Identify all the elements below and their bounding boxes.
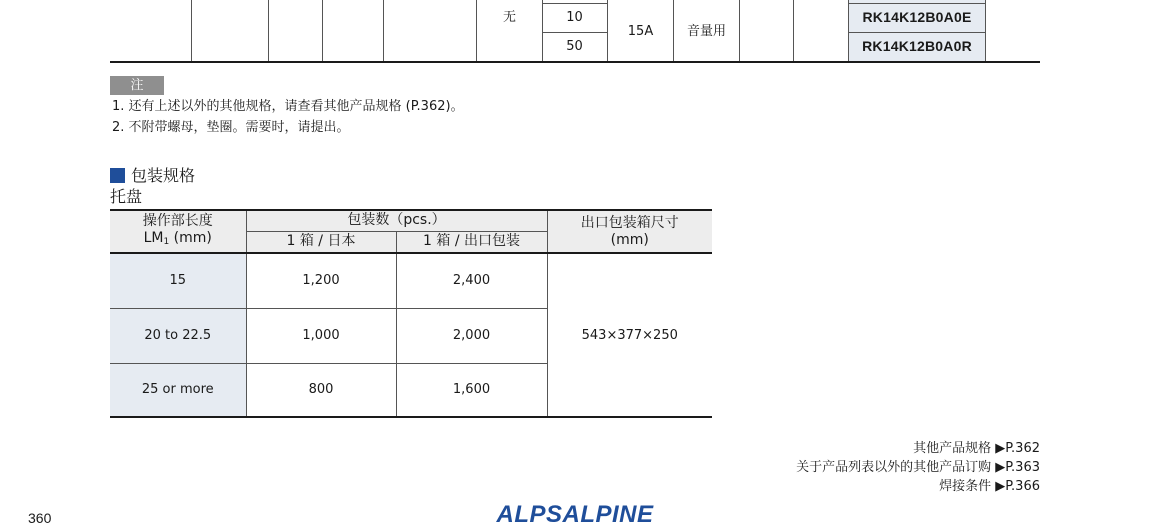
packaging-table (110, 209, 712, 418)
reference-label: 焊接条件 (939, 479, 992, 494)
reference-link[interactable] (939, 479, 1040, 495)
table-divider (985, 0, 986, 62)
table-divider (383, 0, 384, 62)
section-subtitle: 托盘 (110, 187, 143, 206)
alpsalpine-logo (489, 501, 661, 525)
header-lm-line2: $LM_1$ (mm) (143, 229, 212, 247)
table-divider (542, 32, 607, 33)
section-square-icon (110, 168, 125, 183)
table-divider (191, 0, 192, 62)
part-number-cell: RK14K12B0A0E (862, 9, 972, 25)
reference-page: P.366 (1005, 479, 1040, 494)
lm-cell: 25 or more (110, 363, 246, 417)
arrow-icon: ▶ (995, 441, 1006, 456)
table-divider (268, 0, 269, 62)
table-row (110, 253, 712, 308)
spec-table-fragment (0, 0, 1150, 64)
reference-page: P.362 (1005, 441, 1040, 456)
table-bottom-rule (110, 61, 1040, 63)
header-lm-line1: 操作部长度 (142, 212, 213, 229)
logo-text: ALPSALPINE (496, 501, 654, 525)
reference-page: P.363 (1005, 460, 1040, 475)
part-number-cell: RK14K12B0A0R (862, 38, 972, 54)
reference-label: 关于产品列表以外的其他产品订购 (796, 460, 992, 475)
lm-cell: 15 (110, 253, 246, 308)
japan-qty-cell: 800 (246, 363, 396, 417)
table-divider (322, 0, 323, 62)
header-lm (110, 210, 246, 253)
page-number: 360 (28, 510, 52, 526)
export-qty-cell: 2,000 (396, 308, 547, 363)
rating-cell: 15A (627, 24, 654, 39)
header-box-line2: (mm) (610, 231, 649, 248)
note-item: 1. 还有上述以外的其他规格，请查看其他产品规格 (P.362)。 (112, 99, 464, 114)
table-divider (849, 3, 985, 4)
section-heading (110, 166, 195, 186)
japan-qty-cell: 1,200 (246, 253, 396, 308)
value-cell: 50 (566, 39, 583, 54)
sub-header-export: 1 箱 / 出口包装 (396, 231, 547, 253)
export-qty-cell: 1,600 (396, 363, 547, 417)
value-cell: 10 (566, 10, 583, 25)
header-box-line1: 出口包装箱尺寸 (580, 214, 679, 231)
reference-link[interactable] (913, 441, 1040, 457)
japan-qty-cell: 1,000 (246, 308, 396, 363)
arrow-icon: ▶ (995, 479, 1006, 494)
reference-label: 其他产品规格 (913, 441, 992, 456)
note-tag: 注 (110, 76, 164, 95)
header-box-size (547, 210, 712, 253)
reference-link[interactable] (796, 460, 1040, 476)
table-divider (739, 0, 740, 62)
usage-cell: 音量用 (686, 24, 726, 39)
box-size-cell: 543×377×250 (547, 253, 712, 417)
arrow-icon: ▶ (995, 460, 1006, 475)
option-cell: 无 (502, 10, 516, 25)
note-item: 2. 不附带螺母，垫圈。需要时，请提出。 (112, 120, 350, 135)
sub-header-japan: 1 箱 / 日本 (246, 231, 396, 253)
export-qty-cell: 2,400 (396, 253, 547, 308)
header-qty: 包装数（pcs.） (246, 210, 547, 231)
table-divider (793, 0, 794, 62)
lm-cell: 20 to 22.5 (110, 308, 246, 363)
section-title: 包装规格 (131, 166, 196, 185)
table-divider (542, 3, 607, 4)
table-divider (849, 32, 985, 33)
